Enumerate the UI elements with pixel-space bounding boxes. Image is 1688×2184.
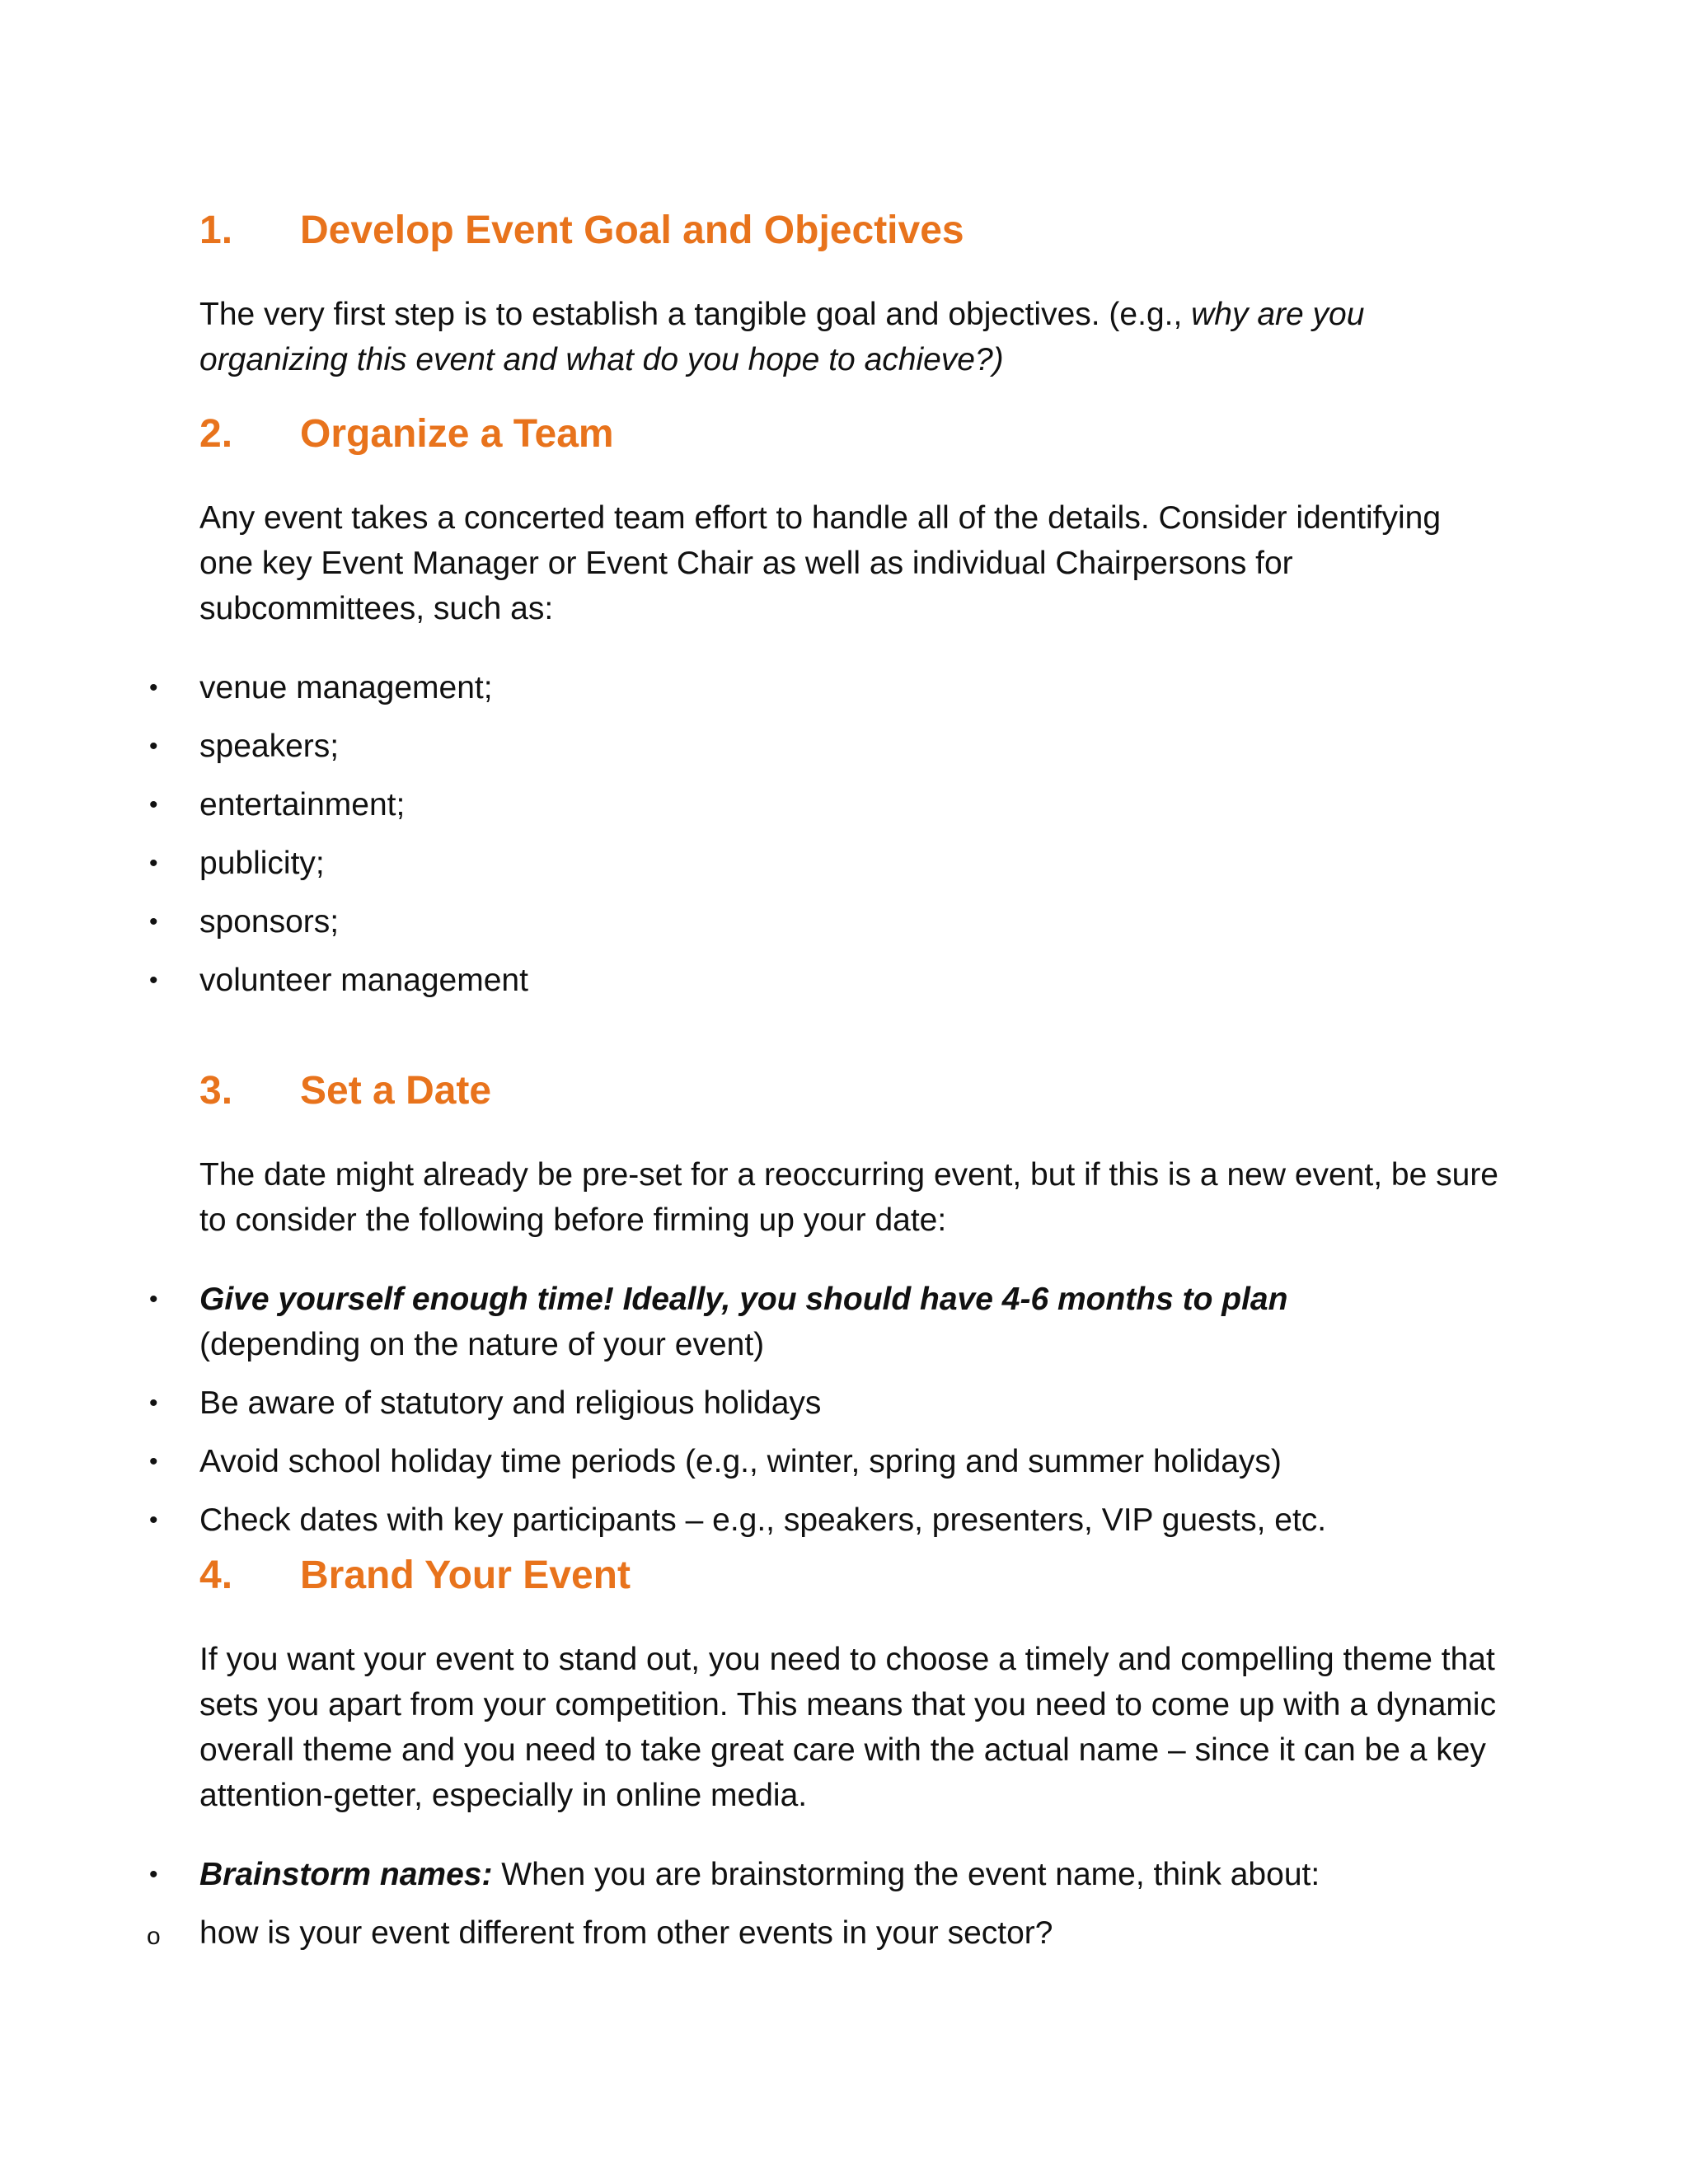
section-1-paragraph bbox=[199, 292, 1502, 382]
section-3-bullet-list bbox=[0, 1277, 1502, 1543]
section-3-number: 3. bbox=[199, 1069, 233, 1113]
list-item: • publicity; bbox=[0, 841, 1502, 886]
bullet-icon: • bbox=[149, 1286, 158, 1313]
section-4-title: Brand Your Event bbox=[300, 1554, 631, 1597]
list-item: • Brainstorm names: When you are brainstorming the event name, think about: bbox=[0, 1852, 1502, 1897]
bullet-icon: • bbox=[149, 1507, 158, 1534]
section-2-bullet-list bbox=[0, 665, 1502, 1003]
list-item: • sponsors; bbox=[0, 899, 1502, 944]
section-1-heading bbox=[199, 208, 964, 254]
bullet-icon: • bbox=[149, 908, 158, 935]
hollow-bullet-icon: o bbox=[147, 1923, 161, 1950]
bullet-icon: • bbox=[149, 1861, 158, 1888]
bullet-icon: • bbox=[149, 674, 158, 701]
bullet-icon: • bbox=[149, 1390, 158, 1417]
bullet-icon: • bbox=[149, 850, 158, 877]
section-1-number: 1. bbox=[199, 209, 233, 252]
sub-list-item: o how is your event different from other events in your sector? bbox=[0, 1910, 1502, 1956]
section-2-heading bbox=[199, 411, 614, 457]
list-item: • Check dates with key participants – e.g., speakers, presenters, VIP guests, etc. bbox=[0, 1497, 1502, 1543]
bullet-icon: • bbox=[149, 733, 158, 760]
section-4-paragraph: If you want your event to stand out, you need to choose a timely and compelling theme that sets you apart from your competition. This means that you need to come up with a dynamic overall theme and you need to take great care with the actual name – since it can be a key attention-getter, especially in online media. bbox=[199, 1642, 1497, 1813]
bullet-icon: • bbox=[149, 1448, 158, 1475]
section-4-bullet-list bbox=[0, 1852, 1502, 1956]
bullet-icon: • bbox=[149, 967, 158, 994]
section-4-heading bbox=[199, 1553, 631, 1599]
section-3-paragraph: The date might already be pre-set for a reoccurring event, but if this is a new event, be sure to consider the following before firming up your date: bbox=[199, 1157, 1498, 1238]
section-1-body-italic: why are you organizing this event and what do you hope to achieve?) bbox=[199, 297, 1365, 377]
list-item: • venue management; bbox=[0, 665, 1502, 710]
list-item: • speakers; bbox=[0, 724, 1502, 769]
section-2-number: 2. bbox=[199, 412, 233, 456]
list-item: • Be aware of statutory and religious holidays bbox=[0, 1380, 1502, 1426]
list-item: • Avoid school holiday time periods (e.g., winter, spring and summer holidays) bbox=[0, 1439, 1502, 1484]
section-4-number: 4. bbox=[199, 1554, 233, 1597]
section-1-body-plain: The very first step is to establish a tangible goal and objectives. (e.g., bbox=[199, 297, 1192, 332]
section-2-paragraph: Any event takes a concerted team effort to handle all of the details. Consider identifying one key Event Manager or Event Chair as well as individual Chairpersons for subcommittees, such as: bbox=[199, 500, 1442, 626]
section-3-title: Set a Date bbox=[300, 1069, 492, 1113]
section-3-heading bbox=[199, 1068, 491, 1114]
list-item: • volunteer management bbox=[0, 958, 1502, 1003]
section-2-title: Organize a Team bbox=[300, 412, 614, 456]
list-item: • entertainment; bbox=[0, 782, 1502, 827]
bullet-icon: • bbox=[149, 791, 158, 818]
section-1-title: Develop Event Goal and Objectives bbox=[300, 209, 964, 252]
list-item: • Give yourself enough time! Ideally, you should have 4-6 months to plan (depending on the nature of your event) bbox=[0, 1277, 1337, 1367]
